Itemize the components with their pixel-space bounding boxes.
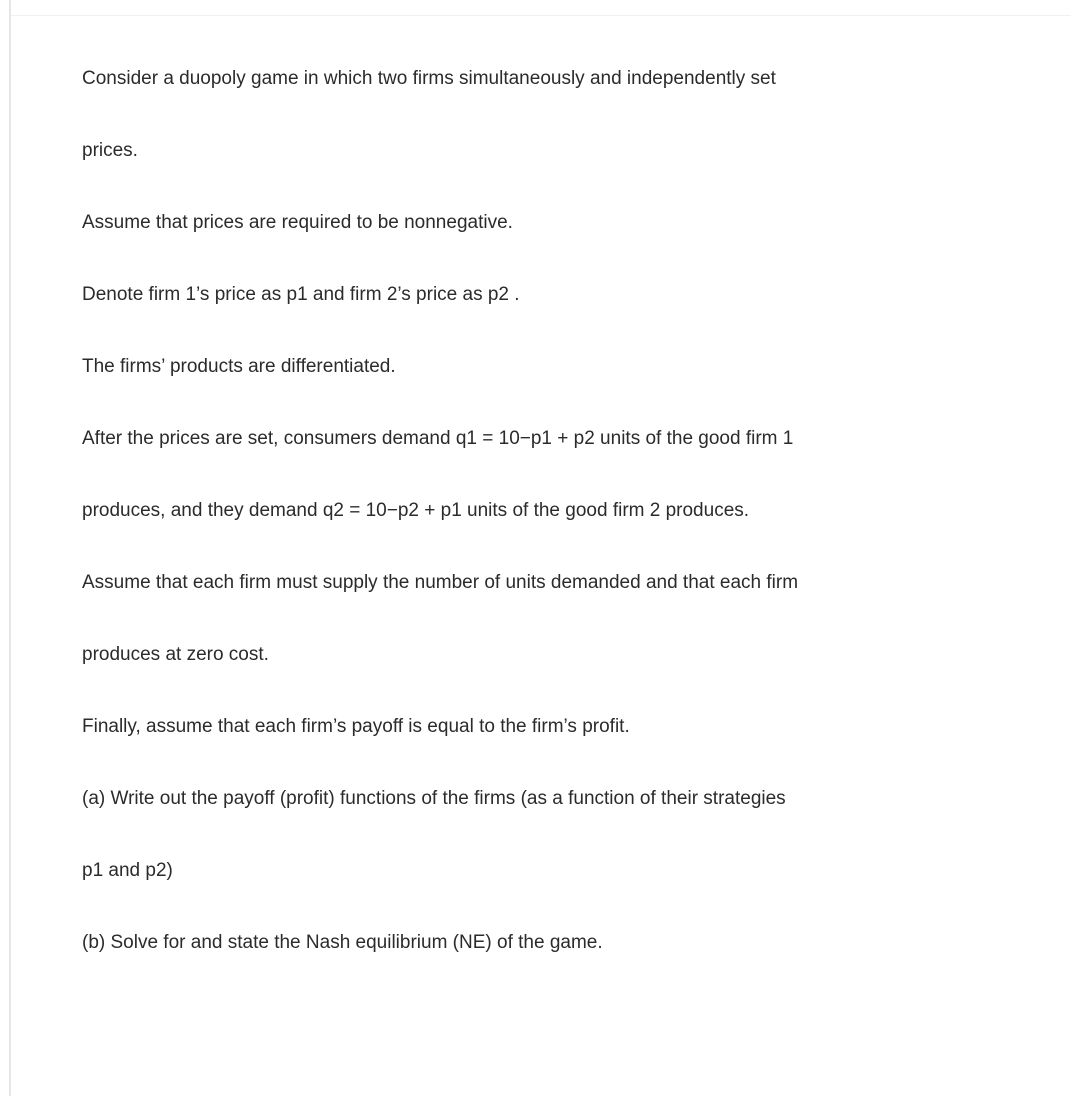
text-line: Finally, assume that each firm’s payoff is equal to the firm’s profit. [82, 716, 630, 737]
question-b: (b) Solve for and state the Nash equilibrium (NE) of the game. [82, 932, 603, 953]
text-line: produces, and they demand q2 = 10−p2 + p1 units of the good firm 2 produces. [82, 500, 750, 521]
text-line: produces at zero cost. [82, 644, 269, 665]
left-border [9, 0, 11, 1096]
text-line: After the prices are set, consumers demand q1 = 10−p1 + p2 units of the good firm 1 [82, 428, 794, 449]
question-a-continued: p1 and p2) [82, 860, 173, 881]
text-line: Consider a duopoly game in which two firms simultaneously and independently set [82, 68, 776, 89]
text-line: Assume that prices are required to be nonnegative. [82, 212, 513, 233]
text-line: prices. [82, 140, 138, 161]
problem-text [82, 62, 1022, 998]
text-line: Denote firm 1’s price as p1 and firm 2’s price as p2 . [82, 284, 520, 305]
text-line: The firms’ products are differentiated. [82, 356, 396, 377]
top-border [11, 15, 1071, 16]
text-line: Assume that each firm must supply the number of units demanded and that each firm [82, 572, 799, 593]
question-a: (a) Write out the payoff (profit) functions of the firms (as a function of their strategies [82, 788, 786, 809]
